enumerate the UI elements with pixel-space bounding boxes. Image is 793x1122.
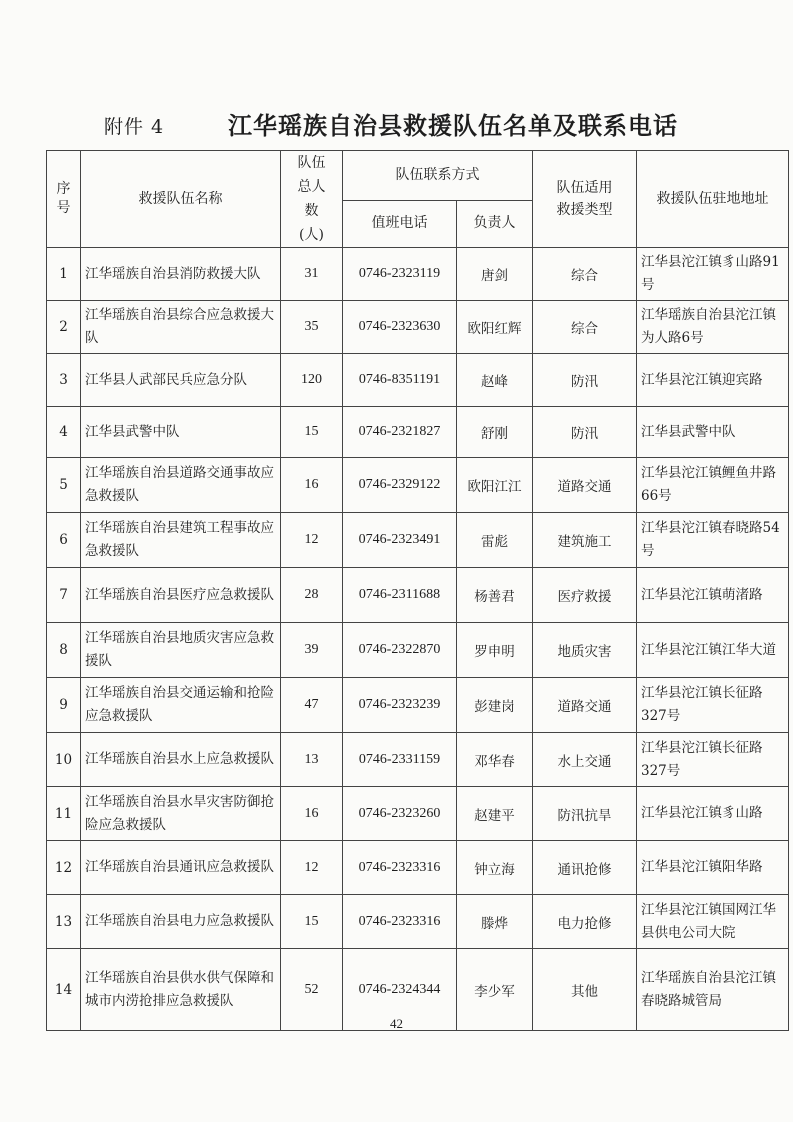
cell-person: 赵建平 [457, 787, 533, 841]
cell-person: 杨善君 [457, 568, 533, 623]
cell-type: 地质灾害 [533, 623, 637, 678]
cell-name: 江华县武警中队 [81, 407, 281, 458]
table-row [47, 787, 789, 841]
table-row [47, 407, 789, 458]
cell-no: 14 [47, 949, 81, 1031]
cell-address: 江华县沱江镇国网江华县供电公司大院 [637, 895, 789, 949]
cell-name: 江华县人武部民兵应急分队 [81, 354, 281, 407]
table-row [47, 248, 789, 301]
rescue-team-table [46, 150, 789, 1031]
header-address: 救援队伍驻地地址 [637, 151, 789, 248]
cell-person: 钟立海 [457, 841, 533, 895]
table-row [47, 568, 789, 623]
cell-address: 江华县沱江镇江华大道 [637, 623, 789, 678]
attachment-label: 附件 4 [104, 116, 165, 138]
header-no: 序号 [47, 151, 81, 248]
cell-type: 水上交通 [533, 733, 637, 787]
cell-address: 江华县沱江镇萌渚路 [637, 568, 789, 623]
cell-count: 16 [281, 787, 343, 841]
cell-name: 江华瑶族自治县通讯应急救援队 [81, 841, 281, 895]
cell-phone: 0746-2324344 [343, 949, 457, 1031]
cell-no: 5 [47, 458, 81, 513]
cell-count: 47 [281, 678, 343, 733]
cell-person: 李少军 [457, 949, 533, 1031]
cell-no: 4 [47, 407, 81, 458]
cell-count: 120 [281, 354, 343, 407]
header-contact-group: 队伍联系方式 [343, 151, 533, 201]
cell-count: 12 [281, 513, 343, 568]
cell-phone: 0746-2321827 [343, 407, 457, 458]
page-number: 42 [390, 1016, 403, 1031]
cell-count: 35 [281, 301, 343, 354]
cell-count: 52 [281, 949, 343, 1031]
cell-phone: 0746-2323491 [343, 513, 457, 568]
cell-no: 13 [47, 895, 81, 949]
table-row [47, 513, 789, 568]
cell-person: 舒刚 [457, 407, 533, 458]
cell-name: 江华瑶族自治县水上应急救援队 [81, 733, 281, 787]
cell-person: 滕烨 [457, 895, 533, 949]
cell-person: 唐剑 [457, 248, 533, 301]
cell-name: 江华瑶族自治县消防救援大队 [81, 248, 281, 301]
cell-person: 雷彪 [457, 513, 533, 568]
cell-name: 江华瑶族自治县电力应急救援队 [81, 895, 281, 949]
table-row [47, 458, 789, 513]
table-row [47, 895, 789, 949]
cell-phone: 0746-2323630 [343, 301, 457, 354]
cell-no: 7 [47, 568, 81, 623]
cell-address: 江华县沱江镇春晓路54号 [637, 513, 789, 568]
cell-address: 江华县沱江镇豸山路 [637, 787, 789, 841]
cell-count: 16 [281, 458, 343, 513]
table-row [47, 678, 789, 733]
cell-count: 28 [281, 568, 343, 623]
cell-address: 江华县沱江镇长征路327号 [637, 678, 789, 733]
cell-name: 江华瑶族自治县供水供气保障和城市内涝抢排应急救援队 [81, 949, 281, 1031]
cell-type: 道路交通 [533, 458, 637, 513]
document-title: 江华瑶族自治县救援队伍名单及联系电话 [228, 111, 678, 140]
table-row [47, 301, 789, 354]
cell-count: 39 [281, 623, 343, 678]
table-row [47, 623, 789, 678]
cell-type: 防汛 [533, 407, 637, 458]
cell-phone: 0746-2323260 [343, 787, 457, 841]
cell-phone: 0746-2331159 [343, 733, 457, 787]
cell-address: 江华县沱江镇迎宾路 [637, 354, 789, 407]
header-count: 队伍总人数(人) [281, 151, 343, 248]
cell-name: 江华瑶族自治县建筑工程事故应急救援队 [81, 513, 281, 568]
cell-no: 9 [47, 678, 81, 733]
cell-phone: 0746-2323119 [343, 248, 457, 301]
header-name: 救援队伍名称 [81, 151, 281, 248]
cell-no: 11 [47, 787, 81, 841]
cell-name: 江华瑶族自治县水旱灾害防御抢险应急救援队 [81, 787, 281, 841]
cell-type: 其他 [533, 949, 637, 1031]
cell-type: 综合 [533, 301, 637, 354]
cell-no: 10 [47, 733, 81, 787]
table-row [47, 354, 789, 407]
cell-address: 江华县沱江镇鲤鱼井路66号 [637, 458, 789, 513]
cell-no: 2 [47, 301, 81, 354]
cell-name: 江华瑶族自治县道路交通事故应急救援队 [81, 458, 281, 513]
cell-name: 江华瑶族自治县地质灾害应急救援队 [81, 623, 281, 678]
cell-type: 通讯抢修 [533, 841, 637, 895]
table-row [47, 733, 789, 787]
cell-phone: 0746-2329122 [343, 458, 457, 513]
cell-type: 综合 [533, 248, 637, 301]
cell-person: 欧阳红辉 [457, 301, 533, 354]
cell-phone: 0746-2323316 [343, 895, 457, 949]
cell-type: 医疗救援 [533, 568, 637, 623]
cell-name: 江华瑶族自治县交通运输和抢险应急救援队 [81, 678, 281, 733]
cell-person: 彭建岗 [457, 678, 533, 733]
cell-phone: 0746-2323316 [343, 841, 457, 895]
cell-no: 6 [47, 513, 81, 568]
cell-count: 12 [281, 841, 343, 895]
cell-phone: 0746-2323239 [343, 678, 457, 733]
cell-type: 防汛 [533, 354, 637, 407]
cell-address: 江华县沱江镇阳华路 [637, 841, 789, 895]
cell-person: 赵峰 [457, 354, 533, 407]
header-phone: 值班电话 [343, 200, 457, 247]
cell-count: 15 [281, 895, 343, 949]
cell-phone: 0746-2322870 [343, 623, 457, 678]
table-row [47, 841, 789, 895]
header-person: 负责人 [457, 200, 533, 247]
cell-person: 欧阳江江 [457, 458, 533, 513]
cell-phone: 0746-2311688 [343, 568, 457, 623]
cell-name: 江华瑶族自治县医疗应急救援队 [81, 568, 281, 623]
cell-type: 防汛抗旱 [533, 787, 637, 841]
cell-count: 15 [281, 407, 343, 458]
cell-no: 12 [47, 841, 81, 895]
cell-type: 道路交通 [533, 678, 637, 733]
cell-count: 31 [281, 248, 343, 301]
cell-type: 建筑施工 [533, 513, 637, 568]
cell-no: 8 [47, 623, 81, 678]
cell-type: 电力抢修 [533, 895, 637, 949]
cell-person: 罗申明 [457, 623, 533, 678]
cell-person: 邓华春 [457, 733, 533, 787]
cell-address: 江华县武警中队 [637, 407, 789, 458]
header-type: 队伍适用救援类型 [533, 151, 637, 248]
cell-address: 江华县沱江镇豸山路91号 [637, 248, 789, 301]
cell-address: 江华县沱江镇长征路327号 [637, 733, 789, 787]
cell-no: 1 [47, 248, 81, 301]
cell-name: 江华瑶族自治县综合应急救援大队 [81, 301, 281, 354]
cell-no: 3 [47, 354, 81, 407]
cell-count: 13 [281, 733, 343, 787]
cell-phone: 0746-8351191 [343, 354, 457, 407]
cell-address: 江华瑶族自治县沱江镇为人路6号 [637, 301, 789, 354]
cell-address: 江华瑶族自治县沱江镇春晓路城管局 [637, 949, 789, 1031]
